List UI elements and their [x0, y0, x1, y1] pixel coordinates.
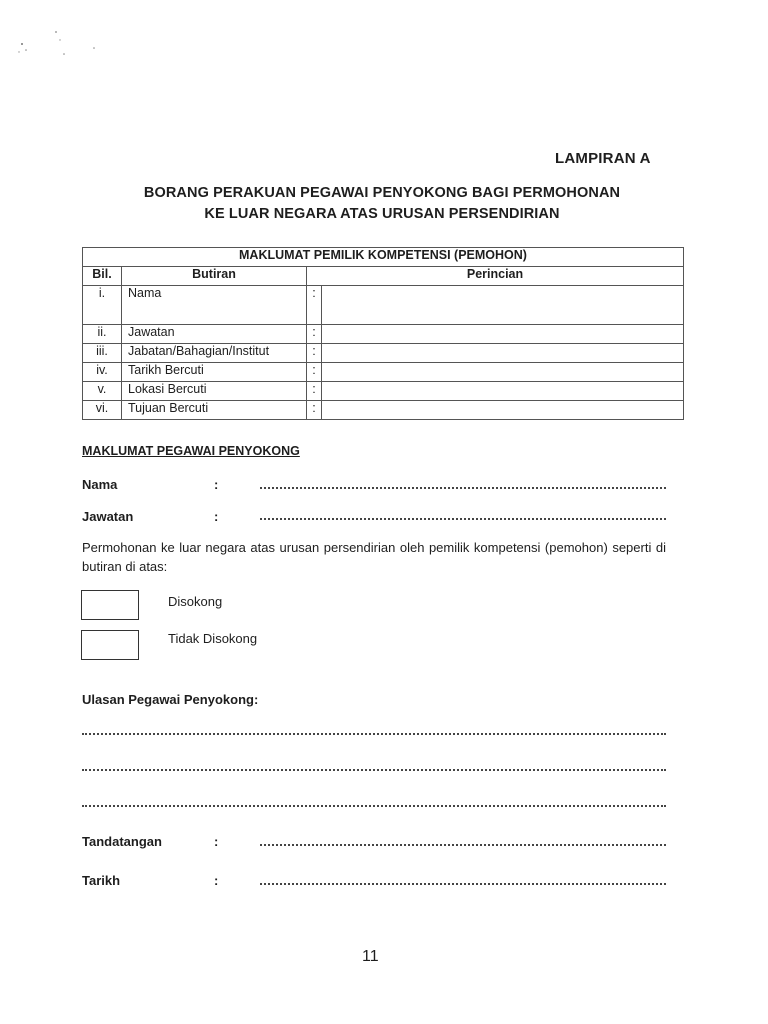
header-perincian: Perincian [307, 267, 684, 286]
row-colon: : [307, 382, 322, 401]
disokong-checkbox[interactable] [81, 590, 139, 620]
row-colon: : [307, 344, 322, 363]
row-label-jawatan: Jawatan [122, 325, 307, 344]
row-number: iii. [83, 344, 122, 363]
table-row [83, 401, 684, 420]
row-colon: : [307, 286, 322, 325]
tarikh-field[interactable] [260, 882, 666, 885]
supporting-officer-heading: MAKLUMAT PEGAWAI PENYOKONG [82, 444, 300, 458]
jawatan-label: Jawatan [82, 509, 134, 524]
row-value-nama[interactable] [322, 286, 684, 325]
row-value-tujuan-bercuti[interactable] [322, 401, 684, 420]
row-value-tarikh-bercuti[interactable] [322, 363, 684, 382]
row-label-jabatan: Jabatan/Bahagian/Institut [122, 344, 307, 363]
disokong-label: Disokong [168, 594, 223, 609]
applicant-info-table [82, 247, 684, 420]
form-title-line-1: BORANG PERAKUAN PEGAWAI PENYOKONG BAGI PERMOHONAN [143, 185, 621, 201]
header-bil: Bil. [83, 267, 122, 286]
tarikh-colon: : [214, 873, 219, 888]
header-butiran: Butiran [122, 267, 307, 286]
row-value-lokasi-bercuti[interactable] [322, 382, 684, 401]
form-title-line-2: KE LUAR NEGARA ATAS URUSAN PERSENDIRIAN [204, 206, 560, 222]
tandatangan-field[interactable] [260, 843, 666, 846]
jawatan-colon: : [214, 509, 219, 524]
nama-field[interactable] [260, 486, 666, 489]
table-row [83, 382, 684, 401]
table-row [83, 363, 684, 382]
remarks-line-3[interactable] [82, 804, 666, 807]
tidak-disokong-checkbox[interactable] [81, 630, 139, 660]
row-value-jawatan[interactable] [322, 325, 684, 344]
row-colon: : [307, 325, 322, 344]
annex-label: LAMPIRAN A [555, 150, 651, 167]
tidak-disokong-label: Tidak Disokong [168, 631, 258, 646]
table-row [83, 344, 684, 363]
remarks-line-2[interactable] [82, 768, 666, 771]
table-row [83, 325, 684, 344]
row-label-tujuan-bercuti: Tujuan Bercuti [122, 401, 307, 420]
tandatangan-colon: : [214, 834, 219, 849]
table-row [83, 286, 684, 325]
remarks-line-1[interactable] [82, 732, 666, 735]
row-number: v. [83, 382, 122, 401]
row-label-tarikh-bercuti: Tarikh Bercuti [122, 363, 307, 382]
row-value-jabatan[interactable] [322, 344, 684, 363]
row-number: iv. [83, 363, 122, 382]
remarks-label: Ulasan Pegawai Penyokong: [82, 692, 259, 707]
page-number: 11 [362, 948, 379, 965]
scan-speck-marks [14, 14, 104, 64]
row-colon: : [307, 363, 322, 382]
tarikh-label: Tarikh [82, 873, 121, 888]
row-number: i. [83, 286, 122, 325]
form-title [80, 183, 684, 225]
row-label-lokasi-bercuti: Lokasi Bercuti [122, 382, 307, 401]
support-statement: Permohonan ke luar negara atas urusan persendirian oleh pemilik kompetensi (pemohon) seperti di butiran di atas: [82, 540, 666, 574]
tandatangan-label: Tandatangan [82, 834, 162, 849]
nama-colon: : [214, 477, 219, 492]
jawatan-field[interactable] [260, 517, 666, 520]
row-number: ii. [83, 325, 122, 344]
row-label-nama: Nama [122, 286, 307, 325]
row-colon: : [307, 401, 322, 420]
applicant-table-caption: MAKLUMAT PEMILIK KOMPETENSI (PEMOHON) [83, 248, 684, 267]
nama-label: Nama [82, 477, 118, 492]
row-number: vi. [83, 401, 122, 420]
